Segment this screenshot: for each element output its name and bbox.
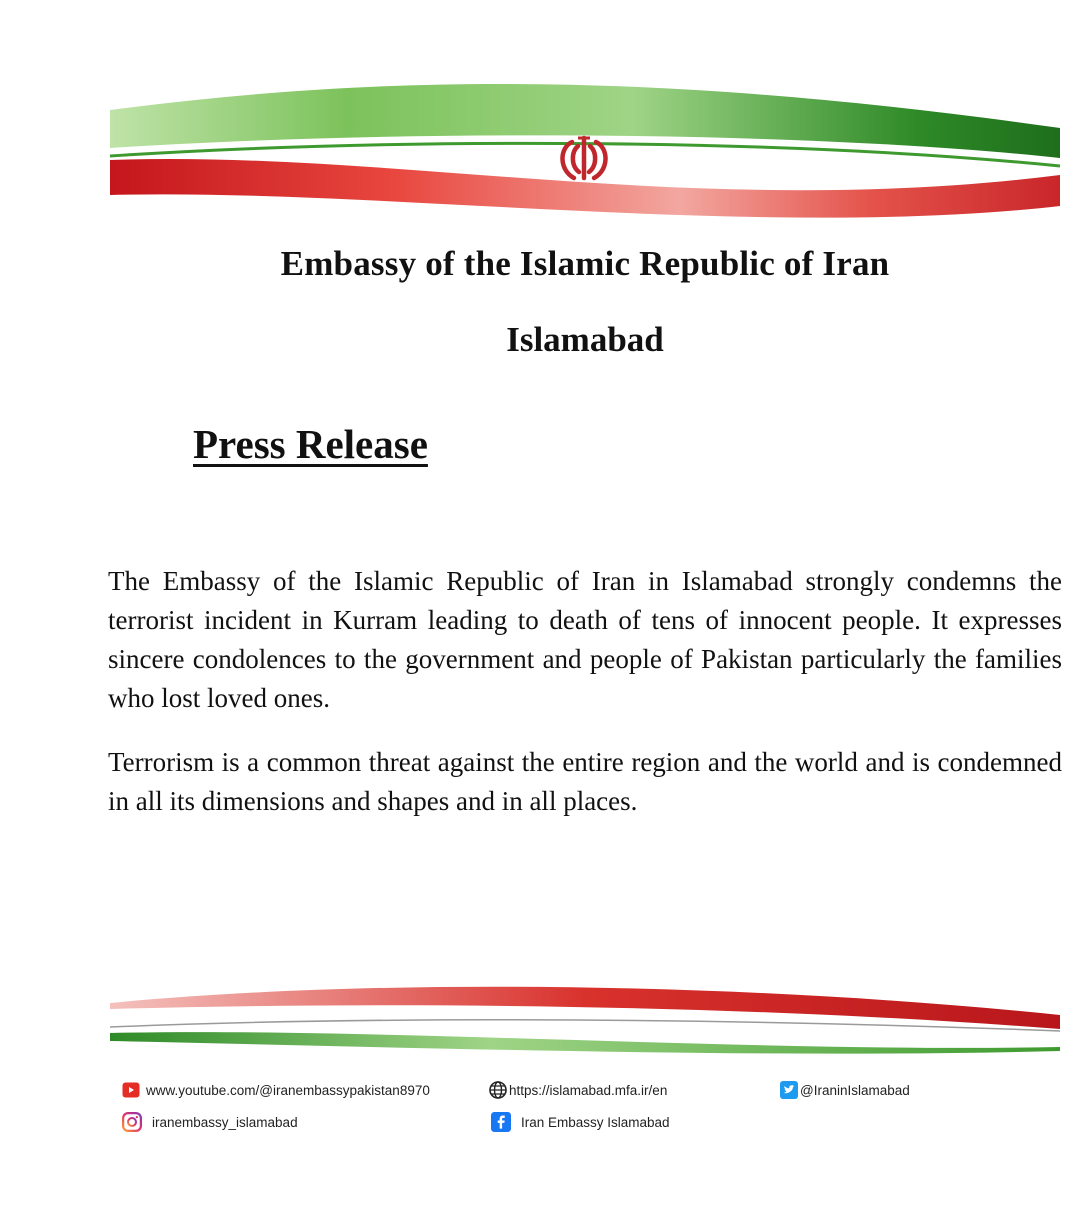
footer-flag-swoosh: [0, 975, 1080, 1060]
embassy-name-heading: Embassy of the Islamic Republic of Iran: [280, 244, 890, 283]
press-release-body: [108, 562, 1062, 846]
facebook-contact[interactable]: [491, 1112, 670, 1132]
instagram-contact[interactable]: [122, 1112, 298, 1132]
body-paragraph: The Embassy of the Islamic Republic of Iran in Islamabad strongly condemns the terrorist incident in Kurram leading to death of tens of innocent people. It expresses sincere condolences to the government and people of Pakistan particularly the families who lost loved ones.: [108, 566, 1062, 713]
header-flag-swoosh: [0, 70, 1080, 220]
instagram-icon: [122, 1112, 142, 1132]
twitter-handle[interactable]: @IraninIslamabad: [800, 1082, 910, 1098]
globe-icon: [489, 1081, 507, 1099]
youtube-icon: [122, 1081, 140, 1099]
facebook-page[interactable]: Iran Embassy Islamabad: [521, 1114, 670, 1130]
city-heading: Islamabad: [506, 320, 664, 359]
facebook-icon: [491, 1112, 511, 1132]
youtube-link[interactable]: www.youtube.com/@iranembassypakistan8970: [146, 1082, 430, 1098]
body-paragraph: Terrorism is a common threat against the entire region and the world and is condemned in all its dimensions and shapes and in all places.: [108, 747, 1062, 816]
website-contact[interactable]: [489, 1081, 667, 1099]
iran-emblem-icon: [554, 134, 614, 184]
youtube-contact[interactable]: [122, 1081, 430, 1099]
instagram-handle[interactable]: iranembassy_islamabad: [152, 1114, 298, 1130]
website-link[interactable]: https://islamabad.mfa.ir/en: [509, 1082, 668, 1098]
twitter-contact[interactable]: [780, 1081, 910, 1099]
press-release-title: Press Release: [193, 421, 428, 467]
twitter-icon: [780, 1081, 798, 1099]
